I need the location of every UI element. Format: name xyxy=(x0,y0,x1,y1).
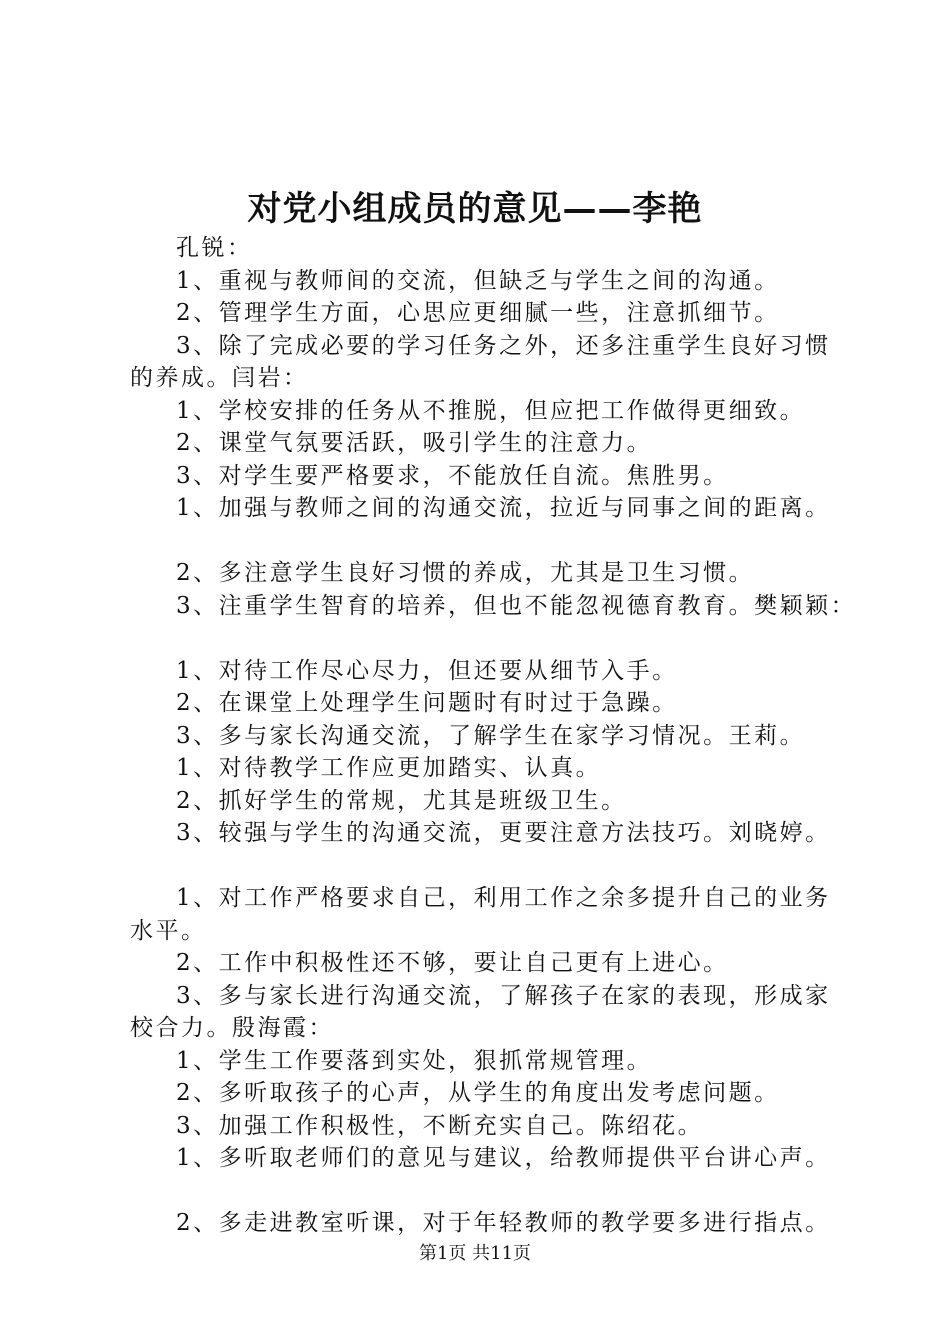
body-line: 3、多与家长进行沟通交流，了解孩子在家的表现，形成家 xyxy=(176,982,831,1009)
body-line: 校合力。殷海霞： xyxy=(130,1015,334,1041)
blank-line xyxy=(130,622,850,655)
body-line: 2、抓好学生的常规，尤其是班级卫生。 xyxy=(176,787,627,814)
page-number: 第1页 共11页 xyxy=(418,1243,532,1264)
blank-line xyxy=(130,525,850,558)
body-line: 2、工作中积极性还不够，要让自己更有上进心。 xyxy=(176,950,729,976)
body-line: 2、多走进教室听课，对于年轻教师的教学要多进行指点。 xyxy=(176,1210,831,1236)
body-line: 3、多与家长沟通交流，了解学生在家学习情况。王莉。 xyxy=(176,722,806,749)
document-title: 对党小组成员的意见——李艳 xyxy=(247,189,703,229)
body-line: 2、多注意学生良好习惯的养成，尤其是卫生习惯。 xyxy=(176,560,755,586)
body-line: 1、对待工作尽心尽力，但还要从细节入手。 xyxy=(176,657,678,684)
body-line: 1、对工作严格要求自己，利用工作之余多提升自己的业务 xyxy=(176,885,831,911)
body-line: 1、学生工作要落到实处，狠抓常规管理。 xyxy=(176,1047,653,1074)
body-line: 1、重视与教师间的交流，但缺乏与学生之间的沟通。 xyxy=(176,267,780,294)
body-line: 2、管理学生方面，心思应更细腻一些，注意抓细节。 xyxy=(176,300,780,326)
body-line: 1、多听取老师们的意见与建议，给教师提供平台讲心声。 xyxy=(176,1145,831,1171)
body-line: 2、课堂气氛要活跃，吸引学生的注意力。 xyxy=(176,430,653,456)
body-line: 1、学校安排的任务从不推脱，但应把工作做得更细致。 xyxy=(176,397,806,424)
body-line: 3、较强与学生的沟通交流，更要注意方法技巧。刘晓婷。 xyxy=(176,820,831,846)
document-body xyxy=(130,232,857,1240)
body-line: 3、加强工作积极性，不断充实自己。陈绍花。 xyxy=(176,1112,704,1139)
body-line: 2、多听取孩子的心声，从学生的角度出发考虑问题。 xyxy=(176,1080,780,1106)
body-line: 的养成。闫岩： xyxy=(130,365,309,391)
body-line: 1、加强与教师之间的沟通交流，拉近与同事之间的距离。 xyxy=(176,495,831,521)
body-line: 水平。 xyxy=(130,917,207,944)
body-line: 3、对学生要严格要求，不能放任自流。焦胜男。 xyxy=(176,462,729,489)
blank-line xyxy=(130,850,850,883)
body-line: 3、注重学生智育的培养，但也不能忽视德育教育。樊颖颖： xyxy=(176,592,857,619)
blank-line xyxy=(130,1175,850,1208)
body-line: 2、在课堂上处理学生问题时有时过于急躁。 xyxy=(176,690,678,716)
body-line: 3、除了完成必要的学习任务之外，还多注重学生良好习惯 xyxy=(176,332,831,359)
body-line: 1、对待教学工作应更加踏实、认真。 xyxy=(176,755,602,781)
body-line: 孔锐： xyxy=(176,235,253,261)
